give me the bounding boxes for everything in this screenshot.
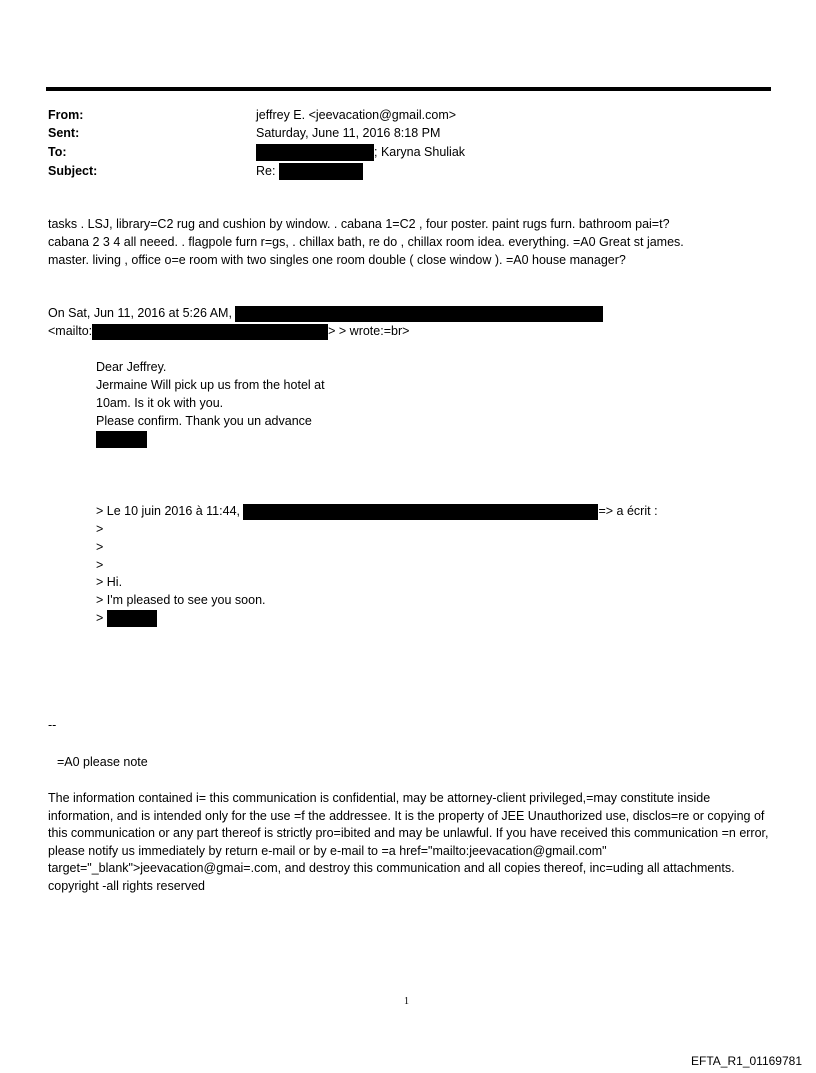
redaction-block — [243, 504, 598, 520]
to-label: To: — [48, 145, 67, 159]
document-id: EFTA_R1_01169781 — [691, 1054, 802, 1068]
to-value-suffix: ; Karyna Shuliak — [374, 145, 466, 159]
quote-greeting: Dear Jeffrey. — [96, 360, 167, 374]
redaction-block — [96, 431, 147, 448]
subject-prefix: Re: — [256, 164, 276, 178]
please-note: =A0 please note — [57, 755, 148, 769]
nested-quote-line: > — [96, 540, 104, 554]
mailto-suffix: > > wrote:=br> — [328, 324, 410, 338]
redaction-block — [92, 324, 328, 340]
nested-quote-line: > Hi. — [96, 575, 123, 589]
redaction-block — [107, 610, 157, 627]
sent-label: Sent: — [48, 126, 80, 140]
nested-quote-line: > — [96, 558, 104, 572]
page-number: 1 — [404, 996, 409, 1007]
to-value — [256, 143, 465, 161]
signature-separator: -- — [48, 718, 57, 732]
message-line: cabana 2 3 4 all neeed. . flagpole furn r=gs, . chillax bath, re do , chillax room idea. everything. =A0 Great st james. — [48, 235, 684, 249]
from-value: jeffrey E. <jeevacation@gmail.com> — [256, 108, 457, 122]
nested-quote-line: > I'm pleased to see you soon. — [96, 593, 266, 607]
sent-value: Saturday, June 11, 2016 8:18 PM — [256, 126, 441, 140]
nested-quote-line: > — [96, 522, 104, 536]
header-rule — [46, 87, 771, 91]
redaction-block — [256, 144, 374, 161]
nested-quote-gt: > — [96, 611, 104, 625]
nested-intro-suffix: => a écrit : — [598, 504, 658, 518]
quote-on-line — [48, 305, 603, 323]
quote-line: 10am. Is it ok with you. — [96, 396, 224, 410]
disclaimer-text: The information contained i= this communication is confidential, may be attorney-client privileged,=may constitute inside information, and is intended only for the use =f the addressee. It is the property of JEE Unauthorized use, disclos=re or copying of this communication or any part thereof is strictly pro=ibited and may be unlawful. If you have received this communication =n error, please notify us immediately by return e-mail or by e-mail to =a href="mailto:jeevacation@gmail.com" target="_blank">jeevacation@gmai=.com, and destroy this communication and all copies thereof, inc=uding all attachments. copyright -all rights reserved — [48, 791, 769, 893]
quote-line: Jermaine Will pick up us from the hotel at — [96, 378, 325, 392]
mailto-prefix: <mailto: — [48, 324, 93, 338]
quote-line: Please confirm. Thank you un advance — [96, 414, 312, 428]
message-line: master. living , office o=e room with two singles one room double ( close window ). =A0 house manager? — [48, 253, 626, 267]
quote-signature — [96, 431, 147, 449]
nested-quote-intro — [96, 503, 658, 521]
quote-on-text: On Sat, Jun 11, 2016 at 5:26 AM, — [48, 306, 232, 320]
subject-value — [256, 162, 363, 180]
from-label: From: — [48, 108, 84, 122]
redaction-block — [235, 306, 603, 322]
subject-label: Subject: — [48, 164, 98, 178]
nested-quote-signature — [96, 610, 157, 628]
quote-mailto-line — [48, 323, 409, 341]
message-line: tasks . LSJ, library=C2 rug and cushion by window. . cabana 1=C2 , four poster. paint rugs furn. bathroom pai=t? — [48, 217, 670, 231]
nested-intro-text: > Le 10 juin 2016 à 11:44, — [96, 504, 240, 518]
redaction-block — [279, 163, 363, 180]
